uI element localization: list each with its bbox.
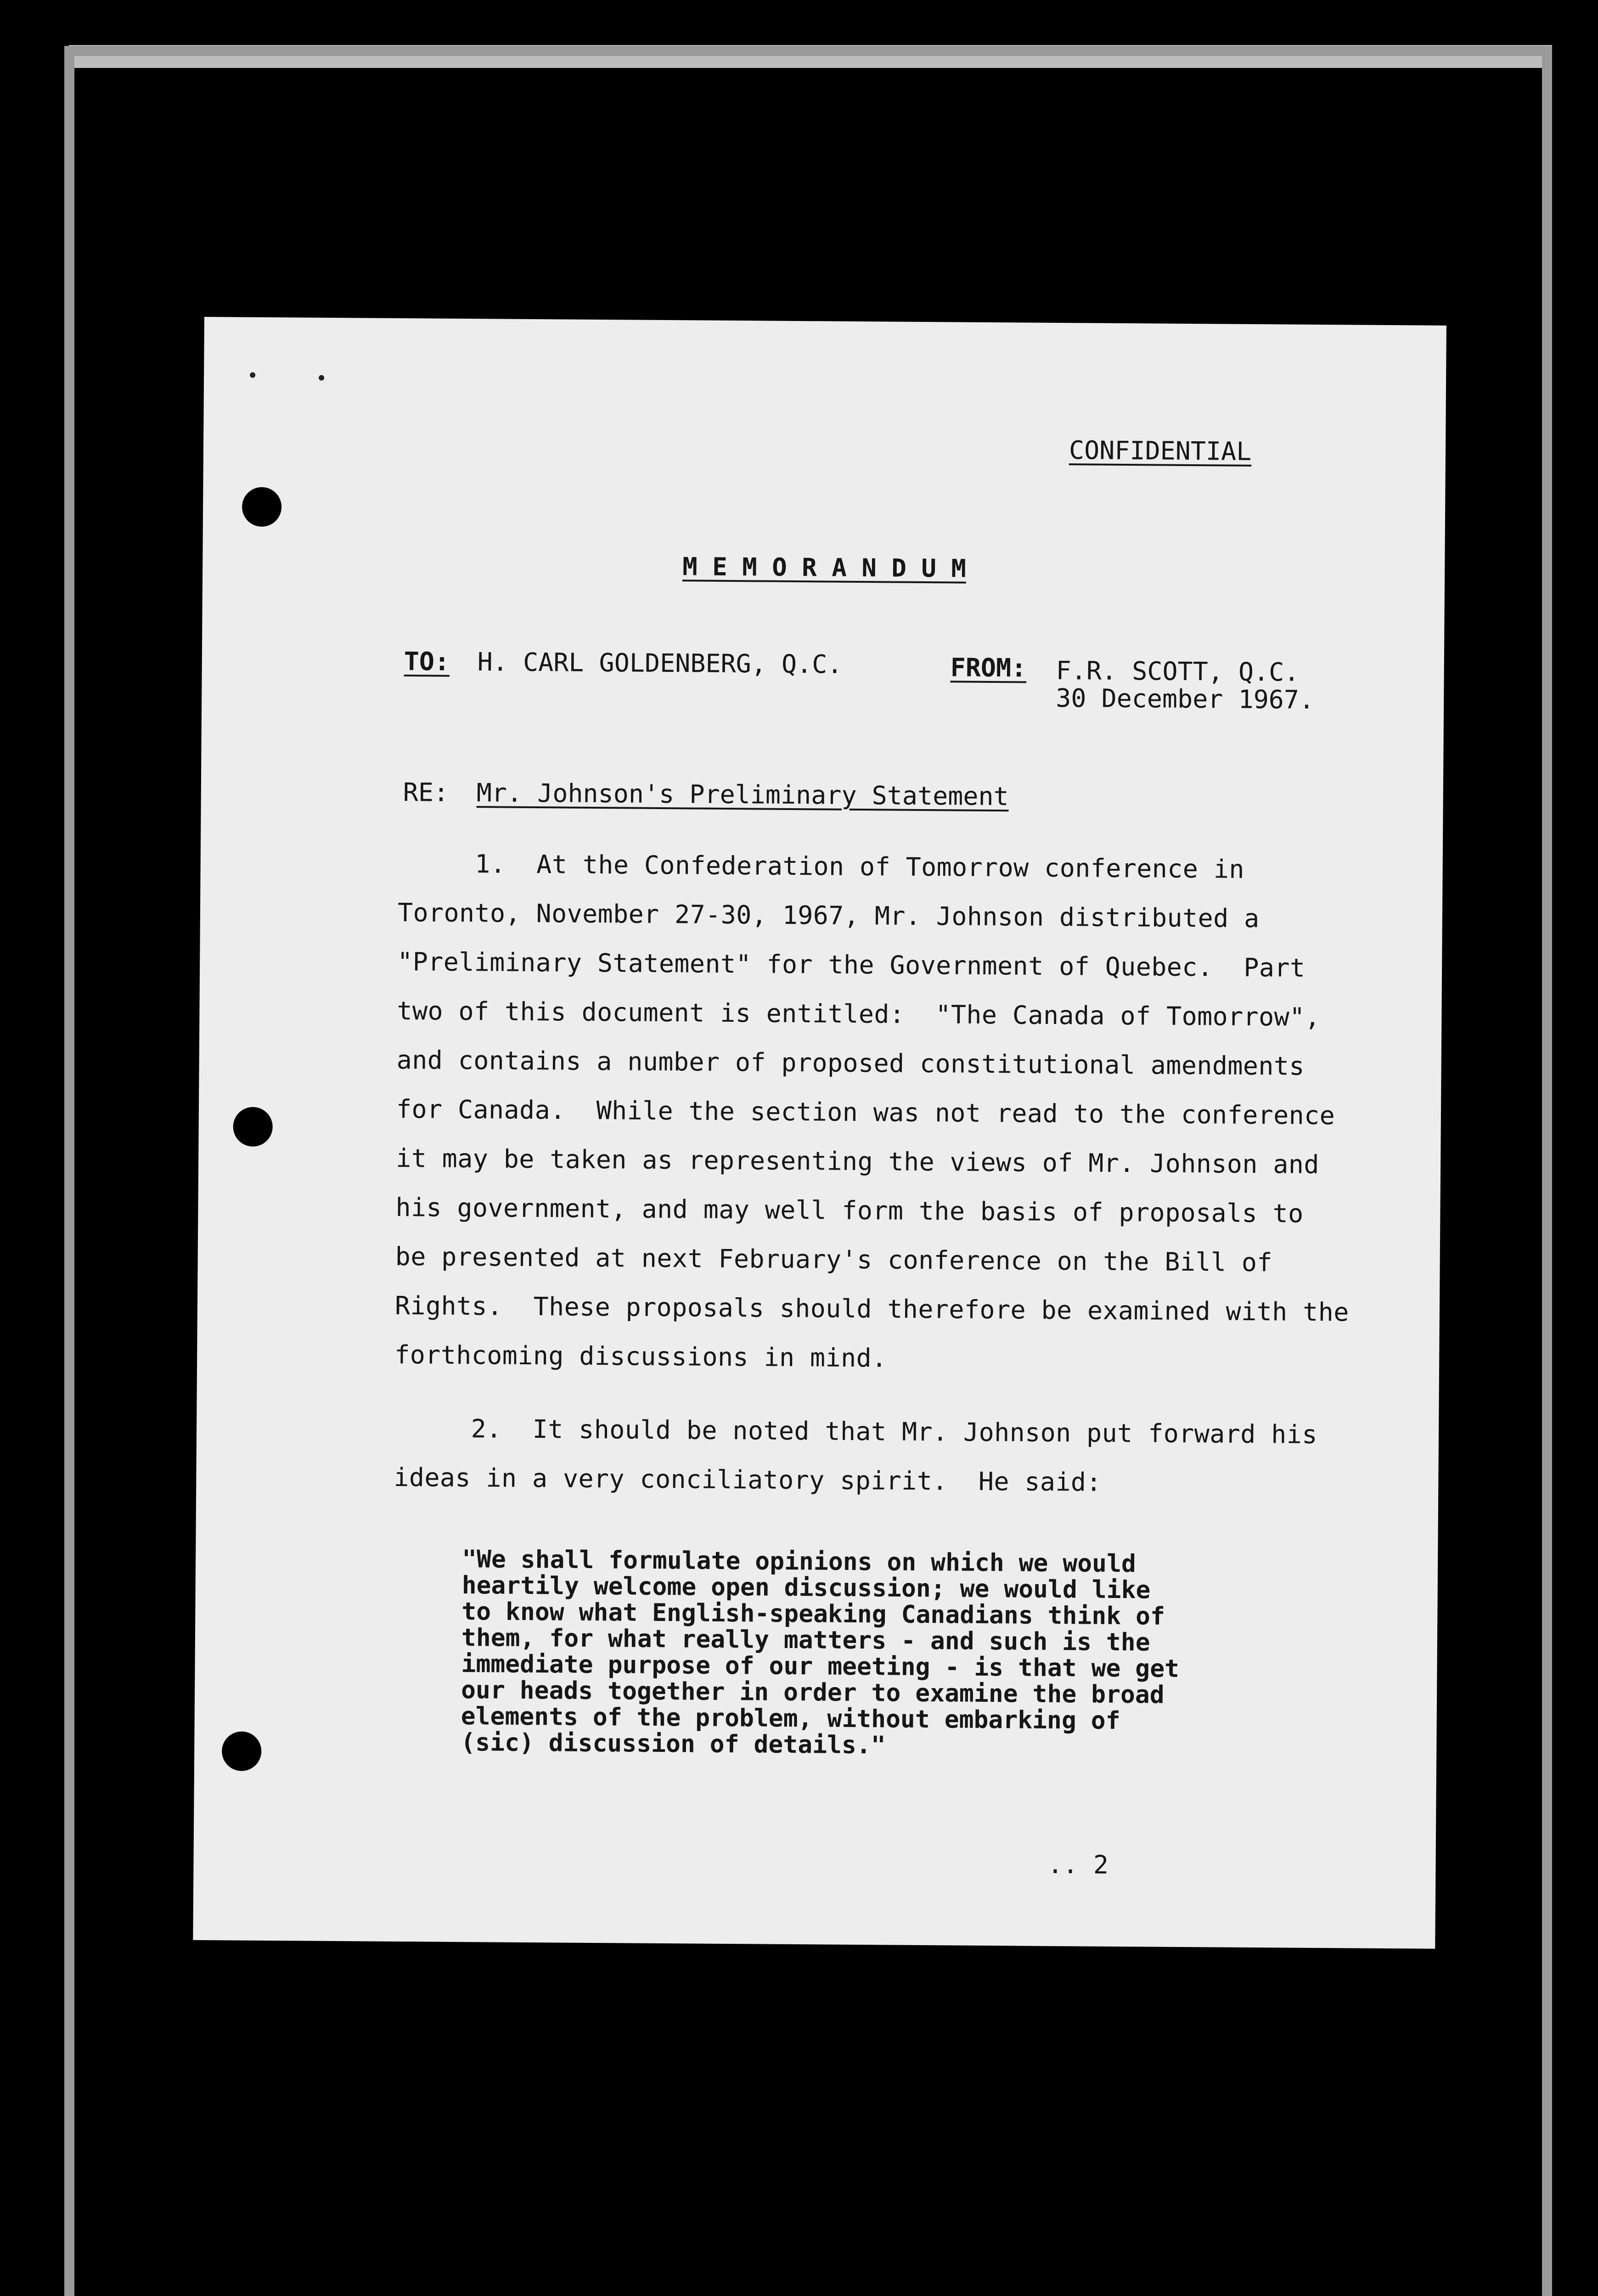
punch-hole: [222, 1731, 262, 1771]
classification-label: CONFIDENTIAL: [1069, 435, 1252, 466]
paragraph-1-line: 1. At the Confederation of Tomorrow conference in: [398, 848, 1245, 884]
paragraph-1-line: Rights. These proposals should therefore be examined with the: [394, 1290, 1349, 1327]
quote-line: our heads together in order to examine the broad: [461, 1676, 1165, 1709]
paragraph-1-line: be presented at next February's conference on the Bill of: [395, 1241, 1273, 1277]
re-label: RE:: [403, 777, 449, 807]
quote-line: immediate purpose of our meeting - is that we get: [461, 1649, 1180, 1683]
from-value: F.R. SCOTT, Q.C.: [1056, 655, 1300, 687]
quote-line: them, for what really matters - and such is the: [461, 1623, 1150, 1657]
quote-line: heartily welcome open discussion; we would like: [461, 1571, 1151, 1604]
paragraph-1-line: "Preliminary Statement" for the Government of Quebec. Part: [397, 946, 1305, 983]
punch-hole: [242, 487, 282, 527]
paragraph-1-line: two of this document is entitled: "The Canada of Tomorrow",: [397, 996, 1321, 1032]
page-continuation: .. 2: [1047, 1849, 1109, 1880]
paragraph-1-line: it may be taken as representing the views of Mr. Johnson and: [395, 1143, 1320, 1179]
to-label: TO:: [404, 647, 450, 676]
paragraph-2-line: 2. It should be noted that Mr. Johnson put forward his: [394, 1413, 1318, 1449]
paragraph-2-line: ideas in a very conciliatory spirit. He said:: [394, 1462, 1102, 1497]
paragraph-1-line: his government, and may well form the basis of proposals to: [395, 1192, 1304, 1228]
re-value: Mr. Johnson's Preliminary Statement: [476, 778, 1009, 811]
quote-line: "We shall formulate opinions on which we would: [461, 1545, 1137, 1578]
quote-line: elements of the problem, without embarking of: [461, 1702, 1120, 1735]
memo-page: [193, 317, 1446, 1949]
memo-heading: M E M O R A N D U M: [682, 552, 967, 583]
from-label: FROM:: [950, 653, 1027, 683]
paragraph-1-line: Toronto, November 27-30, 1967, Mr. Johnson distributed a: [397, 897, 1260, 934]
paragraph-1-line: forthcoming discussions in mind.: [394, 1339, 887, 1373]
memo-date: 30 December 1967.: [1056, 683, 1315, 715]
punch-hole: [233, 1107, 273, 1147]
quote-line: (sic) discussion of details.": [461, 1728, 886, 1760]
paragraph-1-line: for Canada. While the section was not read to the conference: [396, 1094, 1335, 1131]
to-value: H. CARL GOLDENBERG, Q.C.: [477, 647, 843, 679]
paragraph-1-line: and contains a number of proposed constitutional amendments: [396, 1045, 1305, 1081]
quote-line: to know what English-speaking Canadians think of: [461, 1597, 1165, 1631]
speck: [319, 375, 324, 381]
speck: [250, 372, 255, 378]
